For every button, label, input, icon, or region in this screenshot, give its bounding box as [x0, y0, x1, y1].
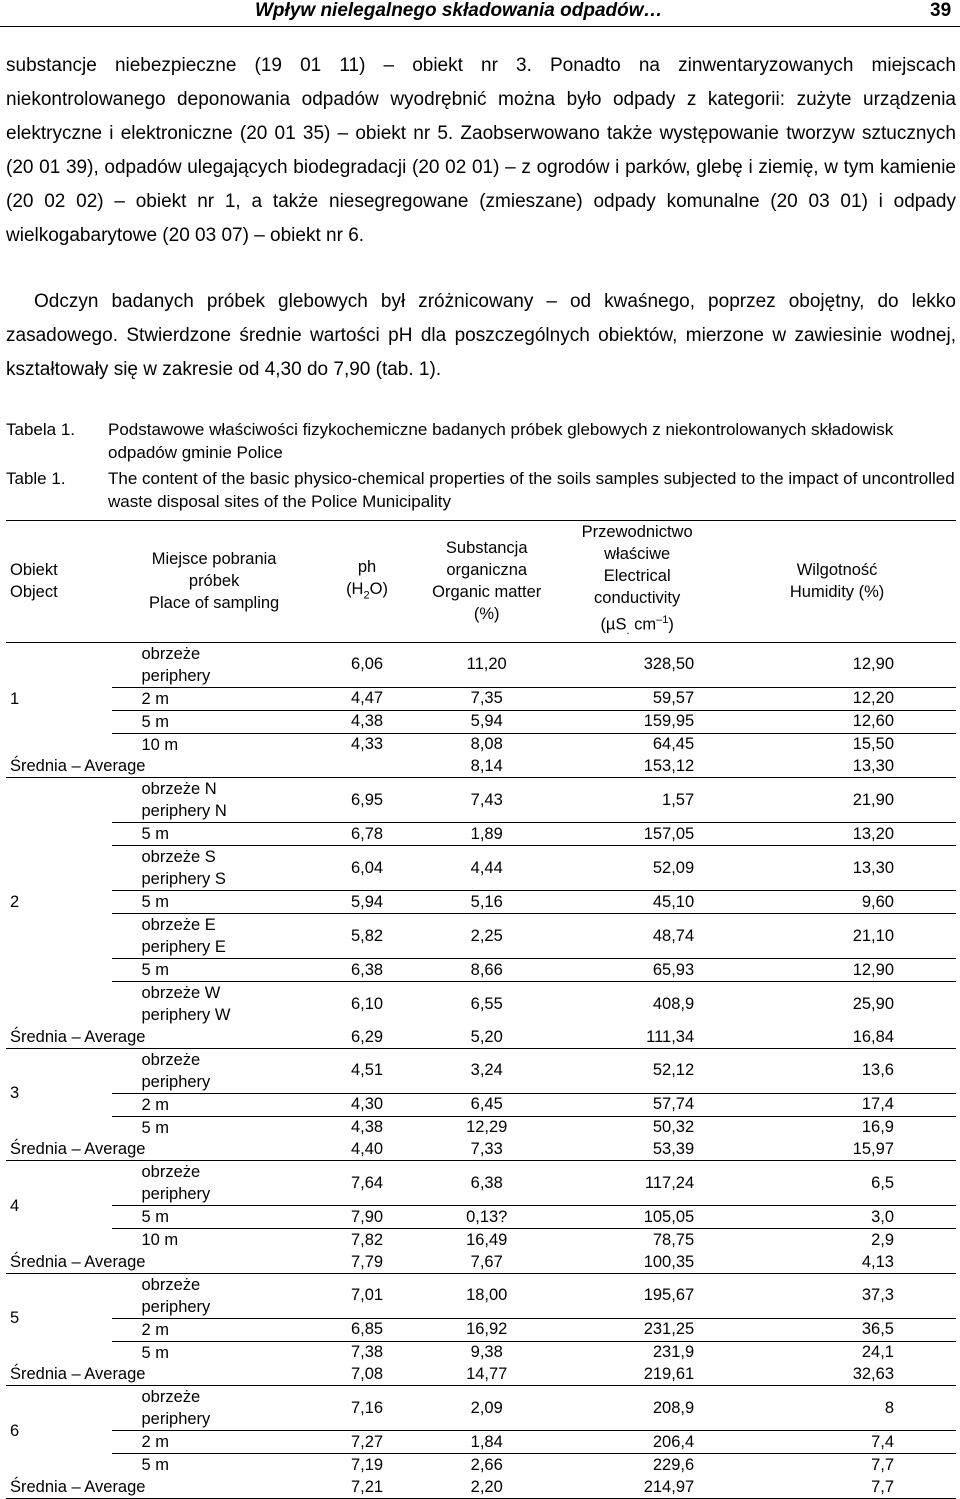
cell-conductivity: 50,32	[652, 1118, 695, 1137]
cell-organic-matter: 7,35	[417, 687, 556, 710]
avg-ph: 6,29	[317, 1026, 418, 1048]
cell-ph: 7,01	[317, 1273, 418, 1318]
caption-label-en: Table 1.	[6, 469, 66, 488]
cell-conductivity: 206,4	[556, 1431, 718, 1454]
avg-humidity: 15,97	[718, 1139, 956, 1161]
cell-conductivity: 59,57	[556, 687, 718, 710]
avg-organic-matter: 8,14	[417, 756, 556, 778]
cell-ph: 7,38	[350, 1343, 384, 1362]
cell-organic-matter: 2,25	[417, 914, 556, 959]
cell-organic-matter: 4,44	[417, 846, 556, 891]
caption-text-en: The content of the basic physico-chemical properties of the soils samples subjected to the impact of uncontrolled waste disposal sites of the Police Municipality	[108, 469, 955, 511]
cell-place: 2 m	[112, 1431, 317, 1454]
cell-conductivity: 48,74	[556, 914, 718, 959]
cell-humidity: 2,9	[871, 1230, 894, 1249]
average-row	[6, 1251, 956, 1273]
average-row	[6, 1026, 956, 1048]
cell-conductivity: 229,6	[652, 1455, 695, 1474]
cell-organic-matter: 8,66	[417, 959, 556, 982]
avg-conductivity: 153,12	[556, 756, 718, 778]
cell-conductivity: 208,9	[556, 1386, 718, 1431]
average-label: Średnia – Average	[6, 1476, 317, 1498]
cell-organic-matter: 8,08	[470, 735, 503, 754]
table-row	[6, 1318, 956, 1341]
cell-ph: 6,78	[317, 823, 418, 846]
cell-place: 5 m	[112, 1206, 317, 1229]
avg-organic-matter: 5,20	[417, 1026, 556, 1048]
avg-humidity: 32,63	[718, 1364, 956, 1386]
cell-conductivity: 117,24	[556, 1161, 718, 1206]
table-row	[6, 1273, 956, 1318]
cell-humidity: 13,30	[718, 846, 956, 891]
cell-humidity: 12,20	[718, 687, 956, 710]
avg-humidity: 13,30	[718, 756, 956, 778]
table-row	[6, 1093, 956, 1116]
cell-humidity: 9,60	[718, 891, 956, 914]
cell-conductivity: 64,45	[652, 735, 695, 754]
table-row	[6, 959, 956, 982]
cell-ph: 5,82	[317, 914, 418, 959]
header-humidity: Wilgotność Humidity (%)	[718, 521, 956, 643]
cell-organic-matter: 6,38	[417, 1161, 556, 1206]
cell-conductivity: 195,67	[556, 1273, 718, 1318]
cell-humidity: 37,3	[718, 1273, 956, 1318]
cell-humidity: 13,6	[718, 1048, 956, 1093]
average-label: Średnia – Average	[6, 1251, 317, 1273]
cell-humidity: 12,60	[718, 710, 956, 733]
cell-conductivity: 57,74	[556, 1093, 718, 1116]
cell-organic-matter: 16,92	[417, 1318, 556, 1341]
running-header	[0, 0, 960, 27]
cell-conductivity: 157,05	[556, 823, 718, 846]
avg-conductivity: 100,35	[556, 1251, 718, 1273]
cell-conductivity: 52,09	[556, 846, 718, 891]
cell-ph: 6,04	[317, 846, 418, 891]
average-row	[6, 1476, 956, 1498]
cell-organic-matter: 16,49	[466, 1230, 508, 1249]
header-conductivity: Przewodnictwo właściwe Electrical conductivity (µS$_.$ $cm^{-1}$)	[556, 521, 718, 643]
cell-humidity: 17,4	[718, 1093, 956, 1116]
avg-humidity: 7,7	[718, 1476, 956, 1498]
cell-humidity: 7,7	[871, 1455, 894, 1474]
cell-organic-matter: 12,29	[466, 1118, 508, 1137]
table-row	[6, 914, 956, 959]
table-row	[6, 1431, 956, 1454]
avg-ph: 7,79	[317, 1251, 418, 1273]
table-row	[6, 1048, 956, 1093]
avg-organic-matter: 7,33	[417, 1139, 556, 1161]
cell-organic-matter: 5,16	[417, 891, 556, 914]
cell-conductivity: 1,57	[556, 778, 718, 823]
cell-place: 5 m	[112, 891, 317, 914]
avg-organic-matter: 7,67	[417, 1251, 556, 1273]
cell-organic-matter: 11,20	[417, 642, 556, 687]
cell-ph: 4,33	[350, 735, 384, 754]
avg-conductivity: 111,34	[556, 1026, 718, 1048]
table-row	[6, 1161, 956, 1206]
average-row	[6, 756, 956, 778]
page-number: 39	[930, 0, 952, 21]
cell-ph: 6,10	[350, 994, 384, 1013]
cell-ph: 6,95	[317, 778, 418, 823]
cell-place: obrzeże W periphery W	[141, 984, 231, 1025]
avg-organic-matter: 2,20	[417, 1476, 556, 1498]
cell-ph: 4,30	[317, 1093, 418, 1116]
cell-conductivity: 78,75	[652, 1230, 695, 1249]
cell-humidity: 24,1	[861, 1343, 894, 1362]
cell-place: obrzeże N periphery N	[112, 778, 317, 823]
cell-conductivity: 52,12	[556, 1048, 718, 1093]
cell-conductivity: 408,9	[652, 994, 695, 1013]
avg-humidity: 16,84	[718, 1026, 956, 1048]
cell-conductivity: 159,95	[556, 710, 718, 733]
table-row	[6, 687, 956, 710]
cell-ph: 7,16	[317, 1386, 418, 1431]
cell-ph: 4,47	[317, 687, 418, 710]
cell-organic-matter: 2,66	[470, 1455, 503, 1474]
cell-place: 5 m	[141, 1456, 170, 1475]
cell-organic-matter: 1,84	[417, 1431, 556, 1454]
avg-conductivity: 53,39	[556, 1139, 718, 1161]
avg-organic-matter: 14,77	[417, 1364, 556, 1386]
table-row	[6, 891, 956, 914]
paragraph-1: substancje niebezpieczne (19 01 11) – obiekt nr 3. Ponadto na zinwentaryzowanych miejscach niekontrolowanego deponowania odpadów wyodrębnić można było odpady z kategorii: zużyte urządzenia elektryczne i elektroniczne (20 01 35) – obiekt nr 5. Zaobserwowano także występowanie tworzyw sztucznych (20 01 39), odpadów ulegających biodegradacji (20 02 01) – z ogrodów i parków, glebę i ziemię, w tym kamienie (20 02 02) – obiekt nr 1, a także niesegregowane (zmieszane) odpady komunalne (20 03 01) i odpady wielkogabarytowe (20 03 07) – obiekt nr 6.	[6, 55, 956, 246]
average-label: Średnia – Average	[6, 1364, 317, 1386]
paragraph-2: Odczyn badanych próbek glebowych był zróżnicowany – od kwaśnego, poprzez obojętny, do lekko zasadowego. Stwierdzone średnie wartości pH dla poszczególnych obiektów, mierzone w zawiesinie wodnej, kształtowały się w zakresie od 4,30 do 7,90 (tab. 1).	[6, 291, 956, 380]
cell-humidity: 3,0	[718, 1206, 956, 1229]
average-row	[6, 1139, 956, 1161]
cell-conductivity: 105,05	[556, 1206, 718, 1229]
cell-place: obrzeże S periphery S	[112, 846, 317, 891]
cell-conductivity: 231,9	[652, 1343, 695, 1362]
average-row	[6, 1364, 956, 1386]
table-row	[6, 1229, 956, 1252]
avg-ph: 7,08	[317, 1364, 418, 1386]
cell-ph: 5,94	[317, 891, 418, 914]
cell-organic-matter: 9,38	[470, 1343, 503, 1362]
cell-place: obrzeże periphery	[112, 1386, 317, 1431]
cell-place: 10 m	[141, 1231, 179, 1250]
cell-organic-matter: 5,94	[417, 710, 556, 733]
cell-conductivity: 65,93	[556, 959, 718, 982]
avg-ph: 7,21	[317, 1476, 418, 1498]
table-header	[6, 521, 956, 643]
table-row	[6, 1454, 956, 1477]
avg-ph	[317, 756, 418, 778]
cell-humidity: 12,90	[718, 642, 956, 687]
cell-humidity: 25,90	[852, 994, 894, 1013]
cell-humidity: 6,5	[718, 1161, 956, 1206]
running-title: Wpływ nielegalnego składowania odpadów…	[255, 0, 663, 21]
cell-place: 5 m	[141, 1118, 170, 1137]
cell-ph: 4,38	[317, 710, 418, 733]
table-row	[6, 778, 956, 823]
table-row	[6, 1341, 956, 1364]
table-row	[6, 982, 956, 1027]
avg-humidity: 4,13	[718, 1251, 956, 1273]
cell-humidity: 21,10	[718, 914, 956, 959]
cell-place: 5 m	[112, 823, 317, 846]
object-number: 6	[10, 1421, 20, 1440]
cell-organic-matter: 6,45	[417, 1093, 556, 1116]
cell-humidity: 13,20	[718, 823, 956, 846]
cell-place: 2 m	[112, 1318, 317, 1341]
cell-ph: 6,85	[317, 1318, 418, 1341]
table-row	[6, 1386, 956, 1431]
cell-ph: 7,82	[350, 1230, 384, 1249]
cell-ph: 7,90	[317, 1206, 418, 1229]
cell-place: 5 m	[112, 710, 317, 733]
cell-place: obrzeże E periphery E	[112, 914, 317, 959]
cell-ph: 7,19	[350, 1455, 384, 1474]
cell-humidity: 12,90	[718, 959, 956, 982]
header-object: Obiekt Object	[6, 521, 112, 643]
cell-conductivity: 45,10	[556, 891, 718, 914]
cell-place: obrzeże periphery	[112, 1161, 317, 1206]
cell-place: 5 m	[141, 1343, 170, 1362]
avg-ph: 4,40	[317, 1139, 418, 1161]
cell-humidity: 36,5	[718, 1318, 956, 1341]
cell-organic-matter: 7,43	[417, 778, 556, 823]
avg-conductivity: 219,61	[556, 1364, 718, 1386]
cell-humidity: 16,9	[861, 1118, 894, 1137]
cell-ph: 7,64	[317, 1161, 418, 1206]
table-row	[6, 733, 956, 756]
cell-place: obrzeże periphery	[112, 1273, 317, 1318]
cell-place: 10 m	[141, 735, 179, 754]
soil-properties-table	[6, 520, 956, 1499]
table-row	[6, 823, 956, 846]
cell-ph: 7,27	[317, 1431, 418, 1454]
table-body	[6, 642, 956, 1498]
object-number: 5	[10, 1309, 20, 1328]
average-label: Średnia – Average	[6, 756, 317, 778]
cell-conductivity: 328,50	[556, 642, 718, 687]
caption-text-pl: Podstawowe właściwości fizykochemiczne badanych próbek glebowych z niekontrolowanych składowisk odpadów gminie Police	[108, 420, 894, 462]
avg-conductivity: 214,97	[556, 1476, 718, 1498]
table-row	[6, 1206, 956, 1229]
table-row	[6, 710, 956, 733]
cell-ph: 4,51	[317, 1048, 418, 1093]
header-organic-matter: Substancja organiczna Organic matter (%)	[417, 521, 556, 643]
cell-ph: 4,38	[350, 1118, 384, 1137]
cell-humidity: 21,90	[718, 778, 956, 823]
cell-conductivity: 231,25	[556, 1318, 718, 1341]
object-number: 1	[10, 689, 20, 708]
cell-humidity: 8	[718, 1386, 956, 1431]
cell-place: 5 m	[112, 959, 317, 982]
cell-organic-matter: 18,00	[417, 1273, 556, 1318]
cell-organic-matter: 3,24	[417, 1048, 556, 1093]
average-label: Średnia – Average	[6, 1139, 317, 1161]
cell-place: 2 m	[112, 1093, 317, 1116]
cell-ph: 6,38	[317, 959, 418, 982]
table-row	[6, 846, 956, 891]
cell-place: 2 m	[112, 687, 317, 710]
cell-organic-matter: 1,89	[417, 823, 556, 846]
object-number: 4	[10, 1196, 20, 1215]
table-row	[6, 642, 956, 687]
object-number: 3	[10, 1084, 20, 1103]
cell-place: obrzeże periphery	[112, 1048, 317, 1093]
cell-place: obrzeże periphery	[112, 642, 317, 687]
cell-organic-matter: 2,09	[417, 1386, 556, 1431]
cell-organic-matter: 0,13?	[417, 1206, 556, 1229]
cell-humidity: 7,4	[718, 1431, 956, 1454]
cell-organic-matter: 6,55	[470, 994, 503, 1013]
header-place: Miejsce pobrania próbek Place of sampling	[112, 521, 317, 643]
cell-humidity: 15,50	[852, 735, 894, 754]
object-number: 2	[10, 892, 20, 911]
average-label: Średnia – Average	[6, 1026, 317, 1048]
cell-ph: 6,06	[317, 642, 418, 687]
header-ph: ph $(H_2O)$	[317, 521, 418, 643]
caption-label-pl: Tabela 1.	[6, 420, 75, 439]
table-row	[6, 1116, 956, 1139]
